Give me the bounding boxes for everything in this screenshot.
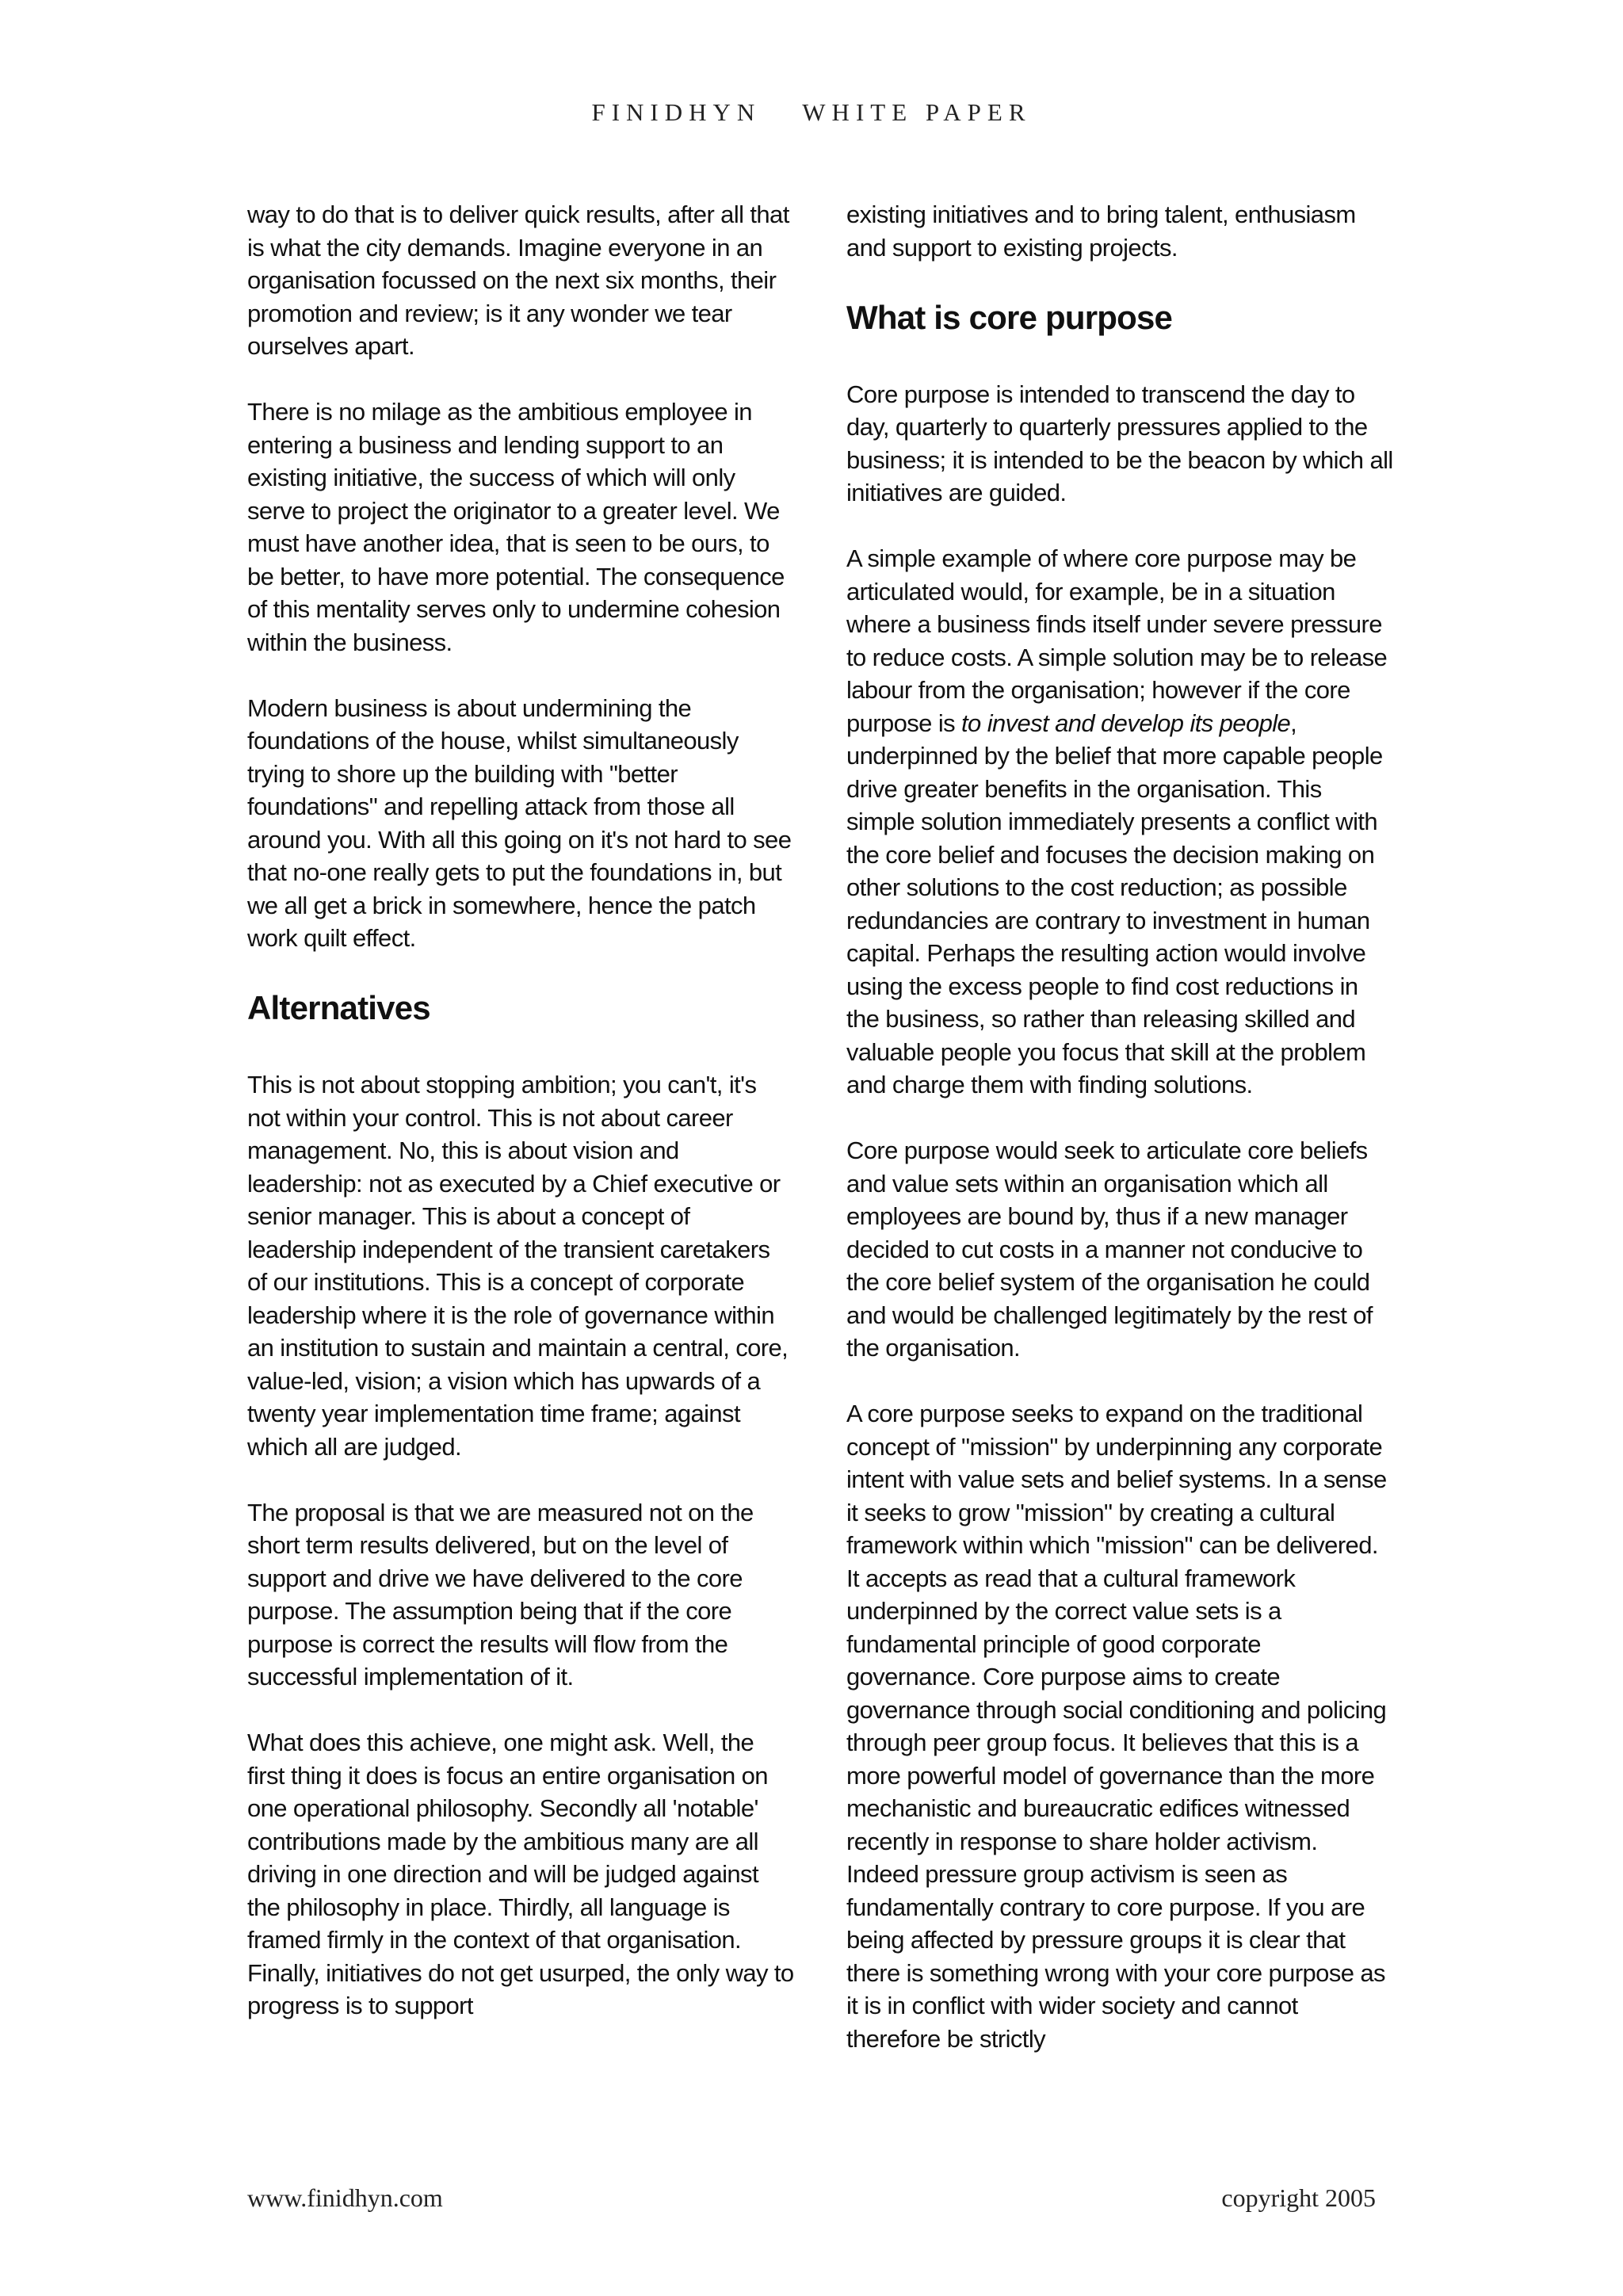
right-paragraph-5: A core purpose seeks to expand on the traditional concept of "mission" by underpinning any corporate intent with value sets and belief systems. In a sense it seeks to grow "mission" by creating a cultural framework within which "mission" can be delivered. It accepts as read that a cultural framework underpinned by the correct value sets is a fundamental principle of good corporate governance. Core purpose aims to create governance through social conditioning and policing through peer group focus. It believes that this is a more powerful model of governance than the more mechanistic and bureaucratic edifices witnessed recently in response to share holder activism. Indeed pressure group activism is seen as fundamentally contrary to core purpose. If you are being affected by pressure groups it is clear that there is something wrong with your core purpose as it is in conflict with wider society and cannot therefore be strictly <box>846 1400 1387 2053</box>
left-paragraph-4: This is not about stopping ambition; you can't, it's not within your control. This is not about career management. No, this is about vision and leadership: not as executed by a Chief executive or senior manager. This is about a concept of leadership independent of the transient caretakers of our institutions. This is a concept of corporate leadership where it is the role of governance within an institution to sustain and maintain a central, core, value-led, vision; a vision which has upwards of a twenty year implementation time frame; against which all are judged. <box>247 1071 789 1461</box>
right-paragraph-3-italic: to invest and develop its people <box>961 709 1291 737</box>
right-paragraph-1: existing initiatives and to bring talent, enthusiasm and support to existing projects. <box>846 201 1356 262</box>
right-paragraph-4: Core purpose would seek to articulate core beliefs and value sets within an organisation which all employees are bound by, thus if a new manager decided to cut costs in a manner not conducive to the core belief system of the organisation he could and would be challenged legitimately by the rest of the organisation. <box>846 1137 1373 1362</box>
right-paragraph-3 <box>846 542 1393 1102</box>
left-paragraph-6: What does this achieve, one might ask. Well, the first thing it does is focus an entire organisation on one operational philosophy. Secondly all 'notable' contributions made by the ambitious many are all driving in one direction and will be judged against the philosophy in place. Thirdly, all language is framed firmly in the context of that organisation. Finally, initiatives do not get usurped, the only way to progress is to support <box>247 1729 794 2019</box>
footer-website: www.finidhyn.com <box>247 2183 443 2212</box>
left-paragraph-5: The proposal is that we are measured not on the short term results delivered, but on the level of support and drive we have delivered to the core purpose. The assumption being that if the core purpose is correct the results will flow from the successful implementation of it. <box>247 1498 754 1690</box>
left-paragraph-3: Modern business is about undermining the foundations of the house, whilst simultaneously trying to shore up the building with "better foundations" and repelling attack from those all around you. With all this going on it's not hard to see that no-one really gets to put the foundations in, but we all get a brick in somewhere, hence the patch work quilt effect. <box>247 693 792 952</box>
right-paragraph-3-end: , underpinned by the belief that more capable people drive greater benefits in the organisation. This simple solution immediately presents a conflict with the core belief and focuses the decision making on other solutions to the cost reduction; as possible redundancies are contrary to investment in human capital. Perhaps the resulting action would involve using the excess people to find cost reductions in the business, so rather than releasing skilled and valuable people you focus that skill at the problem and charge them with finding solutions. <box>846 709 1383 1098</box>
heading-core-purpose: What is core purpose <box>846 298 1173 336</box>
right-paragraph-3-start: A simple example of where core purpose may be articulated would, for example, be in a situation where a business finds itself under severe pressure to reduce costs. A simple solution may be to release labour from the organisation; however if the core purpose is <box>846 544 1388 737</box>
page-header <box>0 98 1623 127</box>
header-brand: FINIDHYN <box>591 98 762 126</box>
right-column <box>846 198 1393 2088</box>
left-paragraph-2: There is no milage as the ambitious employee in entering a business and lending support to an existing initiative, the success of which will only serve to project the originator to a greater level. We must have another idea, that is seen to be ours, to be better, to have more potential. The consequence of this mentality serves only to undermine cohesion within the business. <box>247 398 785 656</box>
footer-copyright: copyright 2005 <box>1221 2183 1376 2212</box>
header-doc-type: WHITE PAPER <box>802 98 1032 126</box>
right-paragraph-2: Core purpose is intended to transcend the day to day, quarterly to quarterly pressures applied to the business; it is intended to be the beacon by which all initiatives are guided. <box>846 380 1393 506</box>
left-paragraph-1: way to do that is to deliver quick results, after all that is what the city demands. Imagine everyone in an organisation focussed on the next six months, their promotion and review; is it any wonder we tear ourselves apart. <box>247 201 789 360</box>
left-column <box>247 198 794 2055</box>
heading-alternatives: Alternatives <box>247 989 430 1026</box>
